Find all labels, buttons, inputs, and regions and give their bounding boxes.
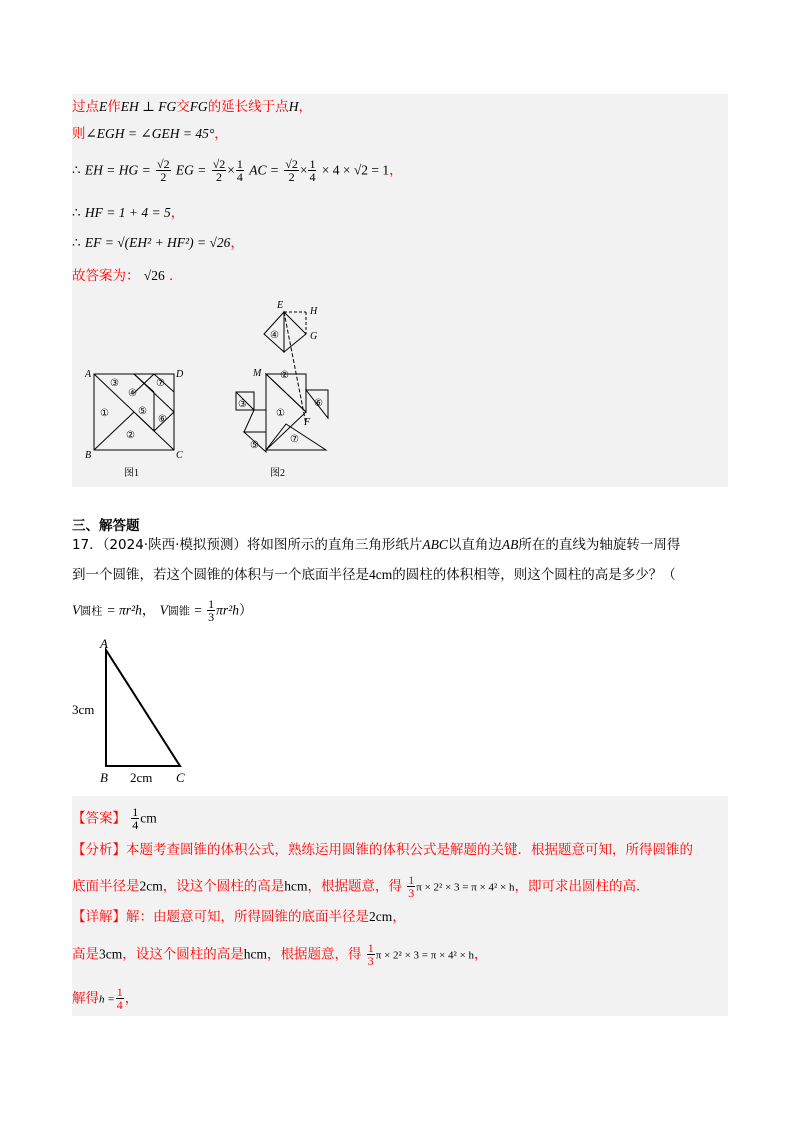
fraction-1-over-4: $\frac{1}{4}$ [236,157,243,184]
fig1-piece-6: ⑥ [158,414,167,425]
solve-fraction-1-4: $\frac{1}{4}$ [116,985,123,1012]
fig2-label-H: H [310,306,318,317]
triangle-label-A: A [100,636,108,651]
fraction-1-over-4-b: $\frac{1}{4}$ [309,157,316,184]
fig1-label-B: B [85,450,92,461]
fig2-piece-1: ① [276,408,285,419]
triangle-svg [68,636,198,786]
triangle-ab-length: 3cm [72,702,95,717]
solution-line-6: 故答案为： √26 ． [72,268,183,284]
question-17-formulas: V圆柱 = πr²h， V圆锥 = $\frac{1}{3}$ πr²h） [72,597,253,624]
fig1-piece-7: ⑦ [156,378,165,389]
triangle-label-B: B [100,770,108,785]
answer-line: 【答案】 $\frac{1}{4}$ cm [72,805,157,832]
solution-line-5: ∴ EF = √(EH² + HF²) = √26， [72,235,244,251]
fig2-piece-2: ② [280,370,289,381]
fraction-1-over-3: $\frac{1}{3}$ [208,597,215,624]
fig2-piece-7: ⑦ [290,434,299,445]
fig2-piece-4: ④ [270,330,279,341]
triangle-bc-length: 2cm [130,770,153,785]
detail-line-3: 解得h = $\frac{1}{4}$ ， [72,985,139,1012]
analysis-line-2: 底面半径是2cm，设这个圆柱的高是hcm，根据题意，得 $\frac{1}{3}$ π × 2² × 3 = π × 4² × h，即可求出圆柱的高． [72,873,650,900]
solution-line-4: ∴ HF = 1 + 4 = 5， [72,205,185,221]
solution-line-3: ∴ EH = HG = $\frac{√2}{2}$ EG = $\frac{√2}{2}$ × $\frac{1}{4}$ AC = $\frac{√2}{2}$ × $\frac{1}{4}$ × 4 × √2 = 1， [72,157,403,184]
detail-line-2: 高是3cm，设这个圆柱的高是hcm，根据题意，得 $\frac{1}{3}$ π × 2² × 3 = π × 4² × h， [72,941,488,968]
question-17-line-2: 到一个圆锥，若这个圆锥的体积与一个底面半径是4cm的圆柱的体积相等，则这个圆柱的高是多少？（ [72,567,676,583]
fraction-sqrt2-over-2-b: $\frac{√2}{2}$ [212,157,226,184]
fig1-piece-5: ⑤ [138,406,147,417]
fig1-caption: 图1 [124,468,139,479]
fig1-piece-2: ② [126,430,135,441]
fig1-label-A: A [85,369,92,380]
tangram-svg [72,294,342,484]
fig2-caption: 图2 [270,468,285,479]
section-heading: 三、解答题 [72,518,140,534]
detail-line-1: 【详解】解：由题意可知，所得圆锥的底面半径是2cm， [72,909,406,925]
answer-fraction: $\frac{1}{4}$ [132,805,139,832]
fraction-sqrt2-over-2: $\frac{√2}{2}$ [157,157,170,184]
fig2-label-G: G [310,331,318,342]
question-17-line-1: 17．（2024·陕西·模拟预测）将如图所示的直角三角形纸片ABC以直角边AB所在的直线为轴旋转一周得 [72,537,681,553]
fig1-piece-3: ③ [110,378,119,389]
fig1-piece-1: ① [100,408,109,419]
tangram-figure-panel [72,294,342,484]
fig2-label-F: F [304,417,311,428]
analysis-line-1: 【分析】本题考查圆锥的体积公式，熟练运用圆锥的体积公式是解题的关键．根据题意可知，所得圆锥的 [72,842,693,858]
fig2-label-E: E [277,300,284,311]
triangle-abc [106,650,180,766]
right-triangle-figure [68,636,198,786]
solution-line-1: 过点E作EH ⊥ FG交FG的延长线于点H， [72,99,312,115]
fig2-label-M: M [253,368,262,379]
fig1-label-C: C [176,450,183,461]
triangle-label-C: C [176,770,185,785]
fig2-piece-3: ③ [238,399,247,410]
fig1-piece-4: ④ [128,388,137,399]
fig2-piece-6: ⑥ [314,398,323,409]
detail-fraction-1-3: $\frac{1}{3}$ [367,941,374,968]
analysis-fraction-1-3: $\frac{1}{3}$ [408,873,415,900]
fig2-piece-5: ⑤ [250,440,259,451]
fraction-sqrt2-over-2-c: $\frac{√2}{2}$ [285,157,298,184]
answer-band [72,796,728,1016]
fig1-label-D: D [176,369,184,380]
solution-line-2: 则∠EGH = ∠GEH = 45°， [72,126,228,142]
